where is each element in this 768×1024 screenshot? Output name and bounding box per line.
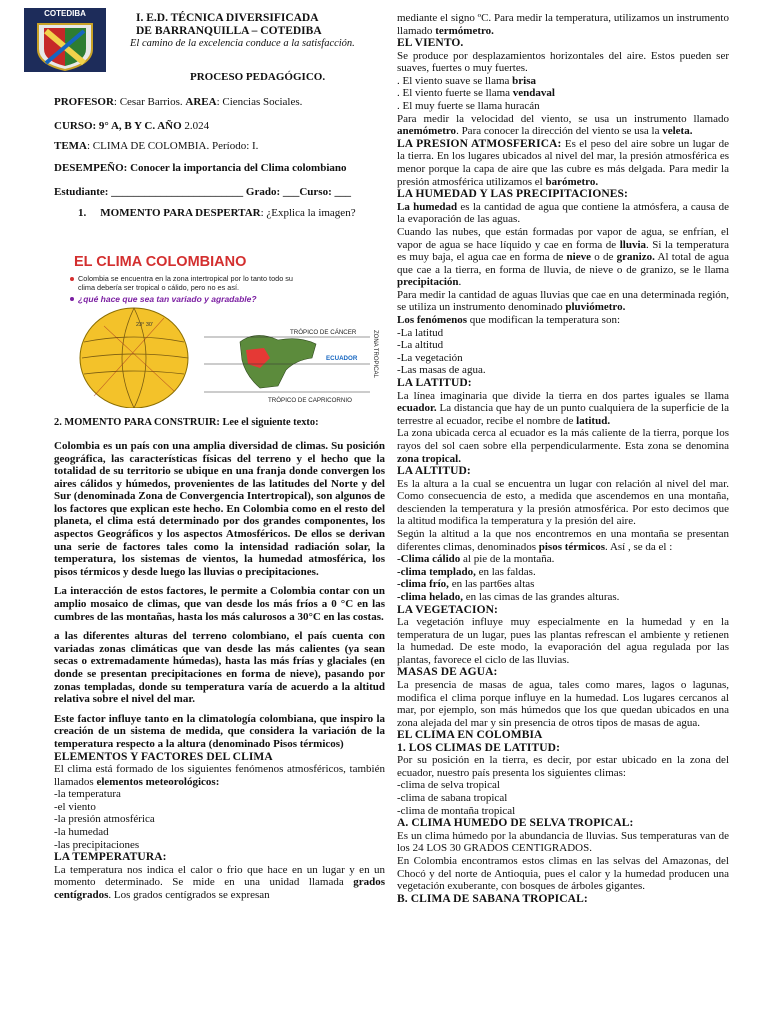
masas-paragraph: La presencia de masas de agua, tales como mares, lagos o lagunas, modifica el clima porque influye en la humedad. Los lugares cercanos al mar, por ejemplo, son más húmedos que los que quedan ubicados en una zona alejada del mar y sin presencia de otros tipos de masas de agua. [397,678,729,729]
bold: precipitación [397,276,459,289]
viento-item [397,75,729,88]
logo-label: COTEDIBA [24,8,106,19]
proceso-title: PROCESO PEDAGÓGICO. [190,71,326,83]
bold: pisos térmicos [538,540,606,553]
paragraph-2: La interacción de estos factores, le permite a Colombia contar con un amplio mosaico de climas, que van desde los más fríos a 0 °C en las cumbres de las montañas, hasta los más calurosos a 30°C en las costas. [54,585,385,623]
clima-diagram [64,246,386,408]
temperatura-heading: LA TEMPERATURA: [54,851,167,864]
selva-paragraph-1: Es un clima húmedo por la abundancia de lluvias. Sus temperaturas van de los 24 LOS 30 GRADOS CENTIGRADOS. [397,829,729,855]
clima-colombia-heading: EL CLIMA EN COLOMBIA [397,729,543,742]
ecuador-label: ECUADOR [326,355,358,362]
clima-item [397,566,729,579]
text: Según la altitud a la que nos encontremos en una montaña se presentan diferentes climas, denominados [397,527,729,553]
text: o de [590,251,617,264]
text: es la cantidad de agua que contiene la atmósfera, a causa de la evaporación de las aguas. [397,200,729,226]
temperatura-paragraph [54,864,385,902]
school-header [44,0,385,56]
right-column [397,0,729,905]
text: Cuando las nubes, que están formadas por vapor de agua, se enfrían, el vapor de agua se hace líquido y cae en forma de [397,225,729,251]
vegetacion-paragraph: La vegetación influye muy especialmente en la humedad y en la temperatura de un lugar, pues las plantas refrescan el ambiente y retienen la humedad. De este modo, la evaporación del agua regulada por las plantas, favorece el ciclo de las lluvias. [397,616,729,666]
list-item: -la presión atmosférica [54,813,155,826]
zona-tropical-paragraph [397,427,729,465]
image-title: EL CLIMA COLOMBIANO [74,254,247,270]
list-item: -Las masas de agua. [397,364,486,377]
temperatura-text-end: . Los grados centígrados se expresan [108,888,270,901]
humedad-paragraph [397,201,729,226]
cont-text: mediante el signo ºC. Para medir la temperatura, utilizamos un instrumento llamado [397,12,729,37]
image-line1: Colombia se encuentra en la zona intertropical por lo tanto todo su [78,274,293,283]
clima-item [397,578,729,591]
list-item: -la humedad [54,826,109,839]
bold: ecuador. [397,402,437,415]
text: . Así , se da el : [605,540,673,553]
area-label: AREA [185,96,217,108]
tema-value: : CLIMA DE COLOMBIA. Período: I. [87,140,259,152]
list-item: -La vegetación [397,351,463,364]
pluviometro-paragraph [397,289,729,314]
temperatura-bold: grados centígrados [54,876,385,901]
list-item: -la temperatura [54,788,121,801]
text: Al total de agua que cae a la tierra, en forma de lluvia, de nieve o de granizo, se le llama [397,251,729,276]
paragraph-1: Colombia es un país con una amplia diversidad de climas. Su posición geográfica, las características físicas del terreno y el hecho que la totalidad de su territorio se ubique en una franja donde convergen los aires cálidos y húmedos, provenientes de las latitudes del Norte y del Sur (denominada Zona de Convergencia Intertropical), son algunos de los factores que explican este hecho. En Colombia como en el resto del planeta, el clima está determinado por dos grandes componentes, los aspectos Geográficos y los aspectos Atmosféricos. De ellos se derivan una serie de factores tales como la intensidad radiación solar, la temperatura, los sistemas de vientos, la humedad atmosférica, los pisos térmicos y desde luego las lluvias o precipitaciones. [54,439,385,578]
viento-paragraph: Se produce por desplazamientos horizontales del aire. Estos pueden ser suaves, fuertes o muy fuertes. [397,49,729,75]
curso-value: 2.024 [181,120,210,132]
list-item: -clima de selva tropical [397,779,500,792]
text: Para medir la velocidad del viento, se usa un instrumento llamado [397,112,729,125]
list-item: -clima de montaña tropical [397,804,516,817]
lluvia-paragraph [397,226,729,289]
clima-item [397,553,729,566]
anemometro-paragraph [397,113,729,138]
paragraph-4: Este factor influye tanto en la climatología colombiana, que inspiro la creación de un sistema de medida, que considera la variación de la temperatura respecto a la altura (denominado Pisos térmicos) [54,712,385,750]
bold: -Clima cálido [397,553,461,566]
school-name-line2: DE BARRANQUILLA – COTEDIBA [136,25,322,37]
text: La zona ubicada cerca al ecuador es la más caliente de la tierra, porque los rayos del sol caen sobre ella perpendicularmente. Esta zona se denomina [397,427,729,452]
text: que modifican la temperatura son: [466,314,621,327]
bold: -clima frío, [397,578,449,591]
student-line: Estudiante: ________________________ Grado: ___Curso: ___ [54,186,352,198]
list-item: -las precipitaciones [54,838,140,851]
bold: lluvia [619,238,647,251]
text: en las faldas. [475,565,536,578]
viento-bold: brisa [512,74,537,87]
momento1-question: : ¿Explica la imagen? [260,207,356,219]
image-question: ¿qué hace que sea tan variado y agradable? [78,294,257,304]
momento1-label: MOMENTO PARA DESPERTAR [100,207,261,219]
desempeno-label: DESEMPEÑO: [54,162,128,174]
list-item: -La latitud [397,326,444,339]
bold: zona tropical. [397,452,461,465]
latitud-paragraph [397,390,729,428]
cancer-label: TRÓPICO DE CÁNCER [290,329,357,336]
presion-heading: LA PRESION ATMOSFERICA: [397,137,562,150]
elementos-text: El clima está formado de los siguientes fenómenos atmosféricos, también llamados [54,763,385,788]
profesor-label: PROFESOR [54,96,114,108]
elementos-heading: ELEMENTOS Y FACTORES DEL CLIMA [54,750,273,763]
veleta-bold: veleta. [662,125,693,138]
viento-text: . El viento suave se llama [397,74,513,87]
list-item: -clima de sabana tropical [397,792,508,805]
barometro-bold: barómetro. [545,175,599,188]
curso-label: CURSO: 9° A, B Y C. AÑO [54,120,182,132]
momento2-label: 2. MOMENTO PARA CONSTRUIR: [54,417,223,428]
fenomenos-line [397,314,729,327]
image-line2: clima debería ser tropical o cálido, pero no es así. [78,283,240,292]
climas-latitud-heading: 1. LOS CLIMAS DE LATITUD: [397,741,560,754]
momento1-line [78,207,383,220]
zona-label: ZONA TROPICAL [372,330,378,378]
bold: -clima helado, [397,590,463,603]
school-name-line1: I. E.D. TÉCNICA DIVERSIFICADA [136,12,319,24]
elementos-bold: elementos meteorológicos: [96,775,220,788]
anemometro-bold: anemómetro [397,125,457,138]
list-item: -el viento [54,800,96,813]
momento2-line [54,417,385,429]
viento-text: . El viento fuerte se llama [397,87,513,100]
text: en las cimas de las grandes alturas. [463,590,620,603]
text: La distancia que hay de un punto cualquiera de la superficie de la terrestre al ecuador, recibe el nombre de [397,402,729,427]
selva-heading: A. CLIMA HUMEDO DE SELVA TROPICAL: [397,817,634,830]
right-body-text [397,0,729,905]
latitud-heading: LA LATITUD: [397,377,472,390]
temperatura-text: La temperatura nos indica el calor o frio que hace en un lugar y en un momento determinado. Se mide en una unidad llamada [54,863,385,889]
masas-heading: MASAS DE AGUA: [397,666,498,679]
selva-paragraph-2: En Colombia encontramos estos climas en las selvas del Amazonas, del Chocó y del norte de Antioquia, pues el calor y la humedad producen una vegetación exuberante, con bosques de árboles gigantes. [397,854,729,893]
school-logo [24,8,106,72]
momento1-number: 1. [78,207,87,219]
text: en las part6es altas [448,578,535,591]
text: . Si la temperatura es muy baja, el agua cae en forma de [397,238,729,264]
presion-paragraph [397,138,729,188]
bold: granizo. [616,251,655,264]
elementos-paragraph [54,763,385,788]
sabana-heading: B. CLIMA DE SABANA TROPICAL: [397,892,588,905]
viento-item: . El muy fuerte se llama huracán [397,100,540,113]
climas-latitud-paragraph: Por su posición en la tierra, es decir, por estar ubicado en la zona del ecuador, nuestro país presenta los siguientes climas: [397,754,729,779]
altitud-paragraph: Es la altura a la cual se encuentra un lugar con relación al nivel del mar. Como consecuencia de esto, a medida que ascendemos en una montaña, descienden la temperatura y la presión atmosférica. Por esto decimos que la altitud modifica la temperatura y la presión del aire. [397,477,729,528]
latitude-label: 23° 30' [136,322,154,328]
viento-item [397,87,729,100]
theme-line [54,140,258,152]
text: Para medir la cantidad de aguas lluvias que cae en una determinada región, se utiliza un instrumento denominado [397,288,729,314]
text: Es el peso del aire sobre un lugar de la tierra. En los lugares ubicados al nivel del mar, la presión atmosférica es menor porque la capa de aire que las cubre es más delgada. Para medir la presión atmosférica utilizamos el [397,137,729,188]
text: al pie de la montaña. [460,553,555,566]
viento-heading: EL VIENTO. [397,37,464,50]
bold: -clima templado, [397,565,476,578]
tema-label: TEMA [54,140,87,152]
temperatura-continued [397,12,729,37]
text: . [458,276,462,289]
bold: latitud. [576,414,611,427]
elementos-list [54,788,385,851]
climas-list [397,779,729,817]
capricornio-label: TRÓPICO DE CAPRICORNIO [268,397,352,404]
area-value: : Ciencias Sociales. [216,96,303,108]
termometro-bold: termómetro. [435,24,494,37]
bold: nieve [566,251,591,264]
paragraph-3: a las diferentes alturas del terreno colombiano, el país cuenta con variadas zonas climáticas que van desde las más calientes (ya sean secas o extremadamente húmedas), hasta las más frías y glaciales (en donde se presentan precipitaciones en forma de nieve), pasando por zonas templadas, donde su temperatura varía de acuerdo a la altitud relativa sobre el nivel del mar. [54,630,385,706]
pisos-paragraph [397,528,729,553]
desempeno-line [54,163,385,174]
altitud-heading: LA ALTITUD: [397,465,471,478]
pluviometro-bold: pluviómetro. [565,301,626,314]
list-item: -La altitud [397,339,444,352]
course-line [54,120,209,132]
text: . Para conocer la dirección del viento se usa la [456,125,663,138]
humedad-heading: LA HUMEDAD Y LAS PRECIPITACIONES: [397,188,628,201]
momento2-sub: Lee el siguiente texto: [222,417,319,428]
fenomenos-bold: Los fenómenos [397,314,467,327]
clima-colombiano-image [64,246,386,408]
fenomenos-list [397,327,729,377]
humedad-bold: La humedad [397,200,458,213]
clima-item [397,591,729,604]
vegetacion-heading: LA VEGETACION: [397,603,498,616]
desempeno-value: Conocer la importancia del Clima colombiano [127,162,347,174]
shield-icon [24,19,106,72]
text: La línea imaginaria que divide la tierra en dos partes iguales se llama [397,389,729,402]
profesor-value: : Cesar Barrios. [113,96,186,108]
left-body-text [54,417,385,902]
teacher-line [54,96,302,108]
school-motto: El camino de la excelencia conduce a la satisfacción. [130,38,355,49]
viento-bold: vendaval [512,87,555,100]
